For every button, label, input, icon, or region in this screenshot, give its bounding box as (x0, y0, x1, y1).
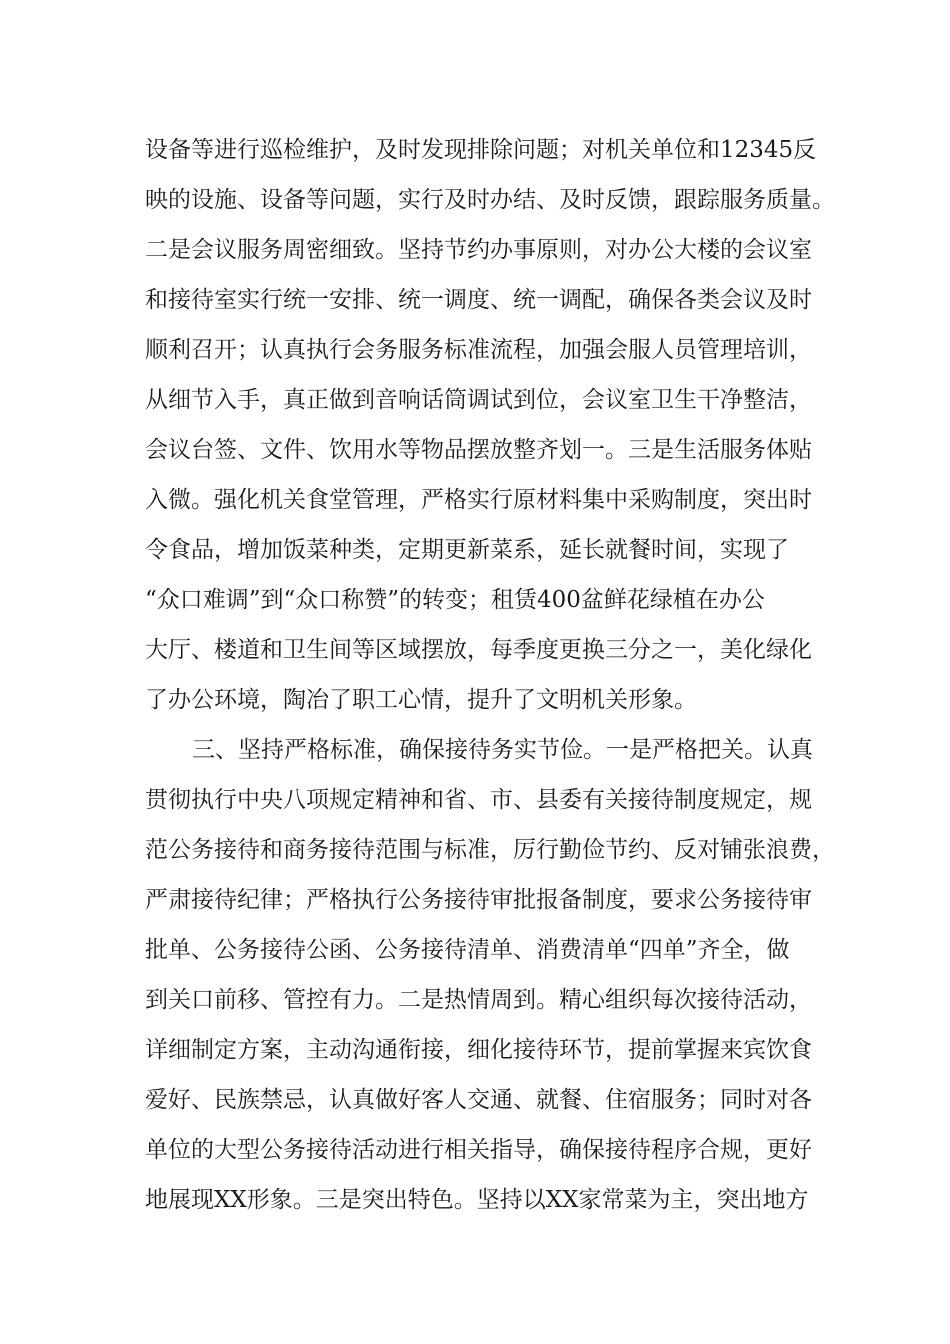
text-line: 入微。强化机关食堂管理，严格实行原材料集中采购制度，突出时 (145, 487, 812, 513)
text-line: “众口难调”到“众口称赞”的转变；租赁400盆鲜花绿植在办公 (145, 587, 765, 613)
text-line: 批单、公务接待公函、公务接待清单、消费清单“四单”齐全，做 (145, 937, 790, 963)
text-line: 地展现XX形象。三是突出特色。坚持以XX家常菜为主，突出地方 (145, 1187, 809, 1213)
text-line: 从细节入手，真正做到音响话筒调试到位，会议室卫生干净整洁， (145, 387, 812, 413)
text-line: 范公务接待和商务接待范围与标准，厉行勤俭节约、反对铺张浪费， (145, 837, 835, 863)
text-line: 映的设施、设备等问题，实行及时办结、及时反馈，跟踪服务质量。 (145, 187, 835, 213)
text-line: 会议台签、文件、饮用水等物品摆放整齐划一。三是生活服务体贴 (145, 437, 812, 463)
text-line: 了办公环境，陶冶了职工心情，提升了文明机关形象。 (145, 687, 697, 713)
text-line: 到关口前移、管控有力。二是热情周到。精心组织每次接待活动， (145, 987, 812, 1013)
text-line: 设备等进行巡检维护，及时发现排除问题；对机关单位和12345反 (145, 137, 817, 163)
text-line: 详细制定方案，主动沟通衔接，细化接待环节，提前掌握来宾饮食 (145, 1037, 812, 1063)
text-line: 单位的大型公务接待活动进行相关指导，确保接待程序合规，更好 (145, 1137, 812, 1163)
text-line: 令食品，增加饭菜种类，定期更新菜系，延长就餐时间，实现了 (145, 537, 789, 563)
text-line: 顺利召开；认真执行会务服务标准流程，加强会服人员管理培训， (145, 337, 812, 363)
text-line: 爱好、民族禁忌，认真做好客人交通、就餐、住宿服务；同时对各 (145, 1087, 812, 1113)
text-line: 严肃接待纪律；严格执行公务接待审批报备制度，要求公务接待审 (145, 887, 812, 913)
text-line: 和接待室实行统一安排、统一调度、统一调配，确保各类会议及时 (145, 287, 812, 313)
text-line: 大厅、楼道和卫生间等区域摆放，每季度更换三分之一，美化绿化 (145, 637, 812, 663)
paragraph-first-line: 三、坚持严格标准，确保接待务实节俭。一是严格把关。认真 (192, 737, 813, 763)
text-line: 二是会议服务周密细致。坚持节约办事原则，对办公大楼的会议室 (145, 237, 812, 263)
text-line: 贯彻执行中央八项规定精神和省、市、县委有关接待制度规定，规 (145, 787, 812, 813)
